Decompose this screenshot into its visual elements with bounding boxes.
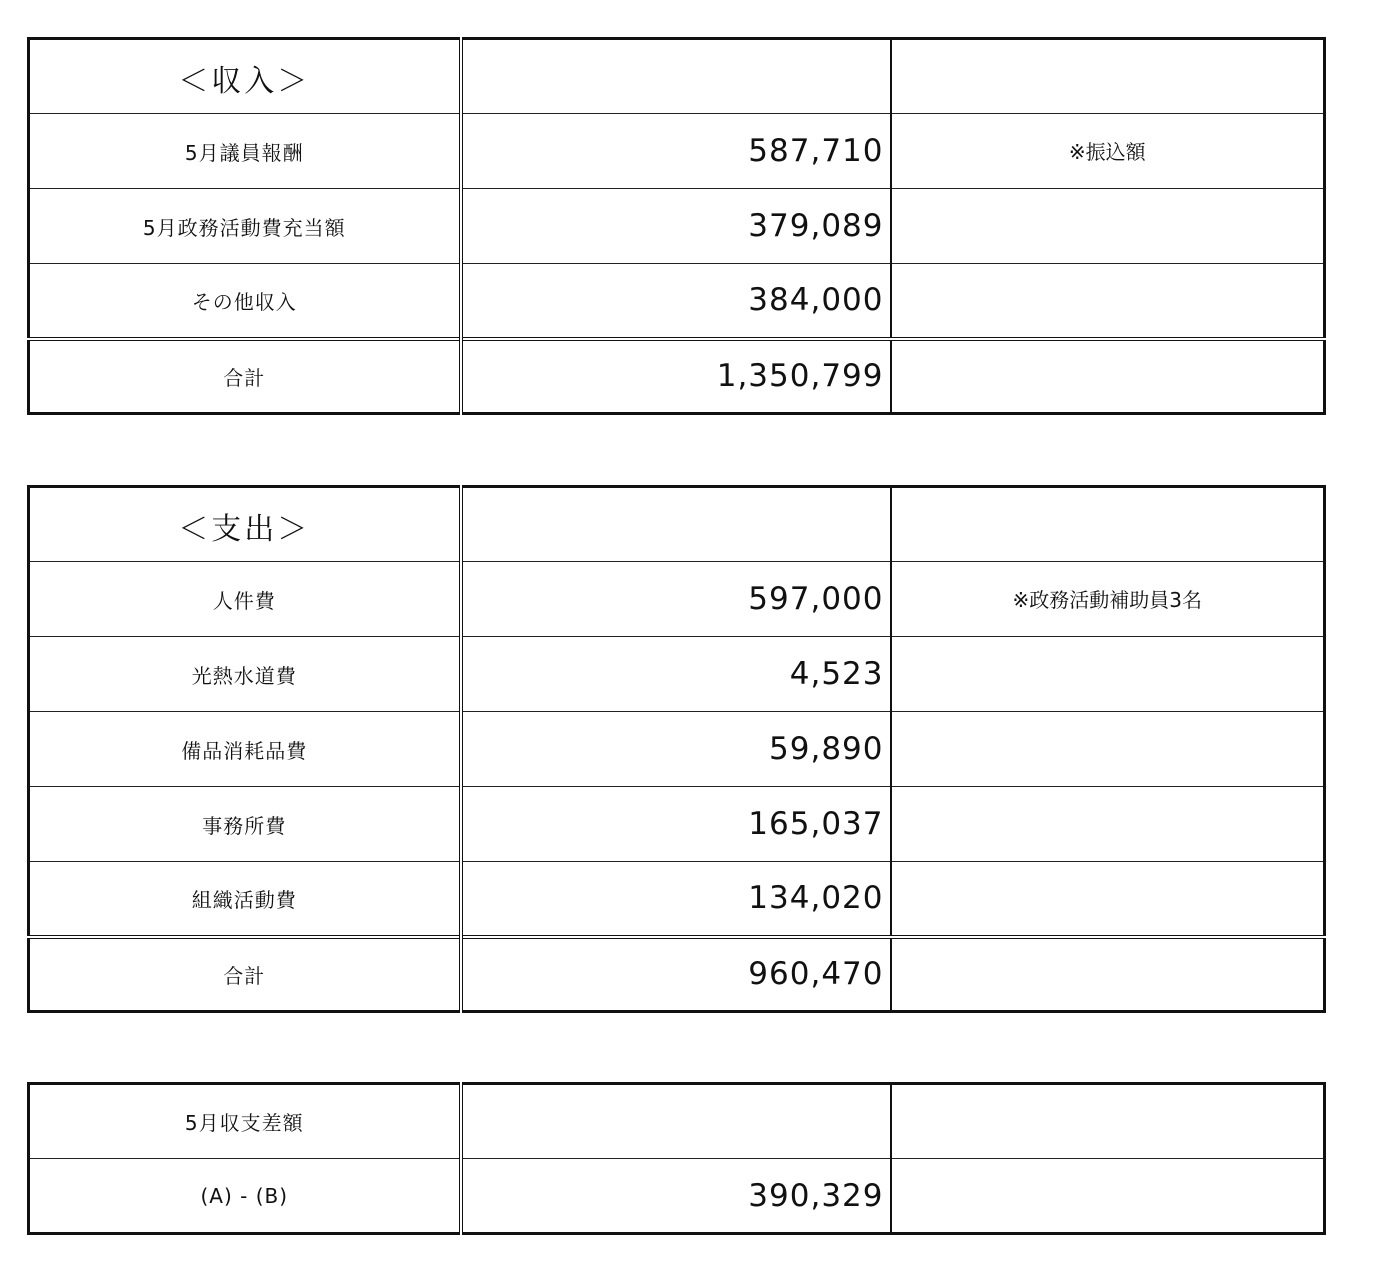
table-row bbox=[29, 862, 1325, 937]
empty-cell bbox=[891, 1084, 1325, 1159]
row-note bbox=[891, 637, 1325, 712]
empty-cell bbox=[891, 1159, 1325, 1234]
table-row bbox=[29, 1159, 1325, 1234]
total-row bbox=[29, 937, 1325, 1012]
table-row bbox=[29, 114, 1325, 189]
table-header-row bbox=[29, 39, 1325, 114]
row-note bbox=[891, 189, 1325, 264]
row-amount: 165,037 bbox=[461, 787, 891, 862]
row-label: 組織活動費 bbox=[29, 862, 461, 937]
row-label: 人件費 bbox=[29, 562, 461, 637]
row-amount: 4,523 bbox=[461, 637, 891, 712]
row-note bbox=[891, 862, 1325, 937]
row-label: 光熱水道費 bbox=[29, 637, 461, 712]
row-note: ※振込額 bbox=[891, 114, 1325, 189]
row-note bbox=[891, 712, 1325, 787]
table-row bbox=[29, 637, 1325, 712]
total-note bbox=[891, 937, 1325, 1012]
row-amount: 59,890 bbox=[461, 712, 891, 787]
row-label: その他収入 bbox=[29, 264, 461, 339]
row-amount: 134,020 bbox=[461, 862, 891, 937]
total-label: 合計 bbox=[29, 937, 461, 1012]
row-amount: 587,710 bbox=[461, 114, 891, 189]
table-header-row bbox=[29, 487, 1325, 562]
table-row bbox=[29, 189, 1325, 264]
total-amount: 1,350,799 bbox=[461, 339, 891, 414]
table-row bbox=[29, 264, 1325, 339]
row-amount: 384,000 bbox=[461, 264, 891, 339]
table-row bbox=[29, 562, 1325, 637]
income-table bbox=[27, 37, 1326, 415]
expense-heading: ＜支出＞ bbox=[29, 487, 461, 562]
expense-table bbox=[27, 485, 1326, 1013]
row-label: 備品消耗品費 bbox=[29, 712, 461, 787]
table-row bbox=[29, 787, 1325, 862]
empty-cell bbox=[461, 1084, 891, 1159]
total-amount: 960,470 bbox=[461, 937, 891, 1012]
balance-formula: (A) - (B) bbox=[29, 1159, 461, 1234]
total-note bbox=[891, 339, 1325, 414]
empty-cell bbox=[461, 487, 891, 562]
row-label: 5月議員報酬 bbox=[29, 114, 461, 189]
row-label: 5月政務活動費充当額 bbox=[29, 189, 461, 264]
row-amount: 379,089 bbox=[461, 189, 891, 264]
row-label: 事務所費 bbox=[29, 787, 461, 862]
empty-cell bbox=[461, 39, 891, 114]
total-label: 合計 bbox=[29, 339, 461, 414]
balance-label: 5月収支差額 bbox=[29, 1084, 461, 1159]
balance-table bbox=[27, 1082, 1326, 1235]
row-note bbox=[891, 264, 1325, 339]
empty-cell bbox=[891, 39, 1325, 114]
table-row bbox=[29, 712, 1325, 787]
balance-amount: 390,329 bbox=[461, 1159, 891, 1234]
empty-cell bbox=[891, 487, 1325, 562]
total-row bbox=[29, 339, 1325, 414]
row-amount: 597,000 bbox=[461, 562, 891, 637]
row-note: ※政務活動補助員3名 bbox=[891, 562, 1325, 637]
row-note bbox=[891, 787, 1325, 862]
table-row bbox=[29, 1084, 1325, 1159]
income-heading: ＜収入＞ bbox=[29, 39, 461, 114]
